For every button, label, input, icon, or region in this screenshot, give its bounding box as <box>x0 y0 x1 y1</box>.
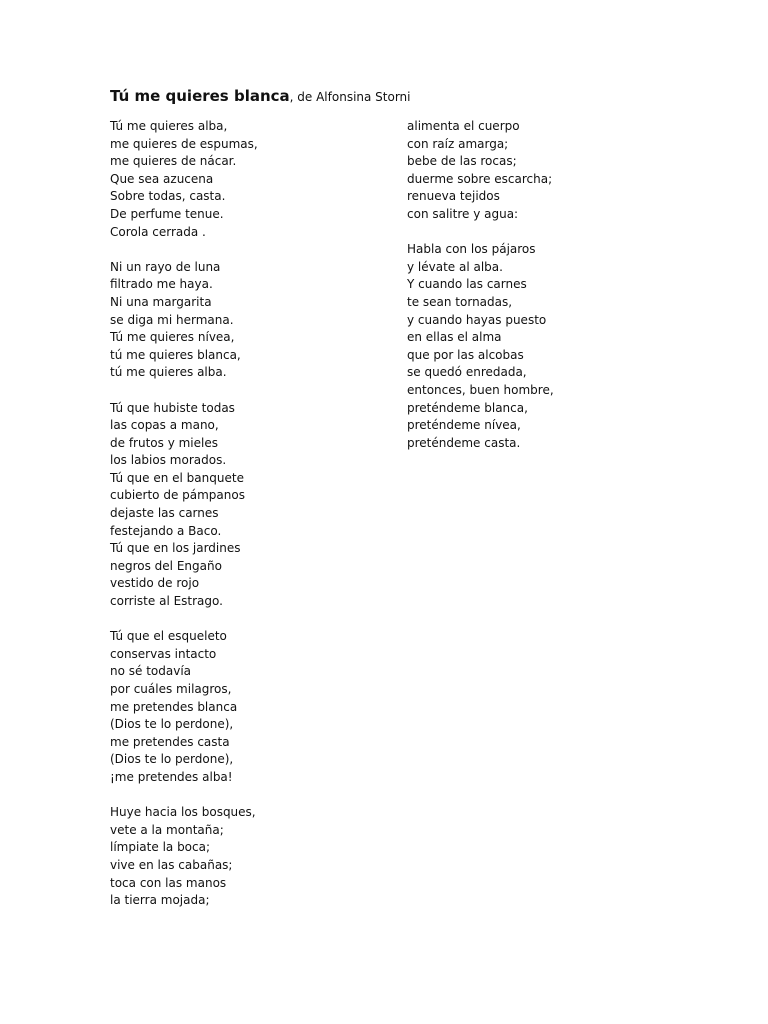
poem-line: las copas a mano, <box>110 418 219 433</box>
poem-stanza <box>407 241 687 452</box>
poem-line: de frutos y mieles <box>110 435 218 450</box>
poem-line: renueva tejidos <box>407 189 500 204</box>
poem-stanza <box>110 628 390 786</box>
poem-line: Sobre todas, casta. <box>110 189 226 204</box>
poem-line: se diga mi hermana. <box>110 312 234 327</box>
poem-line: entonces, buen hombre, <box>407 382 554 397</box>
poem-line: vestido de rojo <box>110 576 200 591</box>
poem-line: Tú me quieres nívea, <box>110 330 235 345</box>
poem-line: conservas intacto <box>110 646 217 661</box>
poem-line: vive en las cabañas; <box>110 857 233 872</box>
poem-line: corriste al Estrago. <box>110 594 223 609</box>
poem-line: que por las alcobas <box>407 347 524 362</box>
poem-line: Ni una margarita <box>110 294 212 309</box>
poem-title <box>110 86 411 107</box>
poem-line: me pretendes casta <box>110 734 230 749</box>
poem-line: Tú que hubiste todas <box>110 400 235 415</box>
poem-line: me quieres de nácar. <box>110 154 237 169</box>
poem-line: y lévate al alba. <box>407 259 503 274</box>
poem-line: límpiate la boca; <box>110 840 211 855</box>
poem-line: no sé todavía <box>110 664 192 679</box>
poem-line: tú me quieres alba. <box>110 365 227 380</box>
poem-line: filtrado me haya. <box>110 277 213 292</box>
poem-line: alimenta el cuerpo <box>407 119 520 133</box>
poem-stanza <box>110 259 390 382</box>
poem-line: bebe de las rocas; <box>407 154 517 169</box>
poem-line: cubierto de pámpanos <box>110 488 245 503</box>
poem-line: preténdeme nívea, <box>407 418 521 433</box>
poem-line: me quieres de espumas, <box>110 136 258 151</box>
poem-line: Ni un rayo de luna <box>110 259 221 274</box>
poem-line: Corola cerrada . <box>110 224 206 239</box>
poem-line: vete a la montaña; <box>110 822 224 837</box>
poem-line: Tú me quieres alba, <box>110 119 228 133</box>
poem-line: por cuáles milagros, <box>110 682 232 696</box>
poem-line: ¡me pretendes alba! <box>110 769 233 784</box>
poem-title-author: , de Alfonsina Storni <box>289 90 411 104</box>
poem-line: negros del Engaño <box>110 558 222 573</box>
poem-line: De perfume tenue. <box>110 206 224 221</box>
poem-line: en ellas el alma <box>407 330 502 345</box>
poem-column-left <box>110 118 390 927</box>
poem-stanza <box>407 118 687 224</box>
poem-line: la tierra mojada; <box>110 893 210 908</box>
poem-line: Tú que en el banquete <box>110 470 244 485</box>
poem-line: los labios morados. <box>110 453 227 468</box>
poem-line: tú me quieres blanca, <box>110 347 241 362</box>
poem-line: toca con las manos <box>110 875 227 890</box>
poem-line: Huye hacia los bosques, <box>110 805 256 820</box>
poem-line: con raíz amarga; <box>407 136 509 151</box>
poem-line: preténdeme casta. <box>407 435 521 450</box>
poem-stanza <box>110 400 390 611</box>
poem-line: duerme sobre escarcha; <box>407 171 553 186</box>
poem-line: (Dios te lo perdone), <box>110 752 234 767</box>
poem-line: y cuando hayas puesto <box>407 312 547 327</box>
poem-line: Tú que el esqueleto <box>110 629 227 644</box>
poem-line: me pretendes blanca <box>110 699 238 714</box>
poem-line: con salitre y agua: <box>407 206 519 221</box>
poem-line: Habla con los pájaros <box>407 242 536 257</box>
poem-stanza <box>110 118 390 241</box>
poem-line: preténdeme blanca, <box>407 400 528 415</box>
poem-stanza <box>110 804 390 910</box>
poem-line: te sean tornadas, <box>407 294 513 309</box>
poem-title-main: Tú me quieres blanca <box>110 87 290 105</box>
poem-line: dejaste las carnes <box>110 506 219 521</box>
poem-line: Que sea azucena <box>110 171 214 186</box>
poem-line: Tú que en los jardines <box>110 541 241 556</box>
poem-line: (Dios te lo perdone), <box>110 717 234 732</box>
poem-column-right <box>407 118 687 470</box>
poem-line: se quedó enredada, <box>407 365 527 380</box>
poem-line: Y cuando las carnes <box>407 277 527 292</box>
poem-line: festejando a Baco. <box>110 523 222 538</box>
